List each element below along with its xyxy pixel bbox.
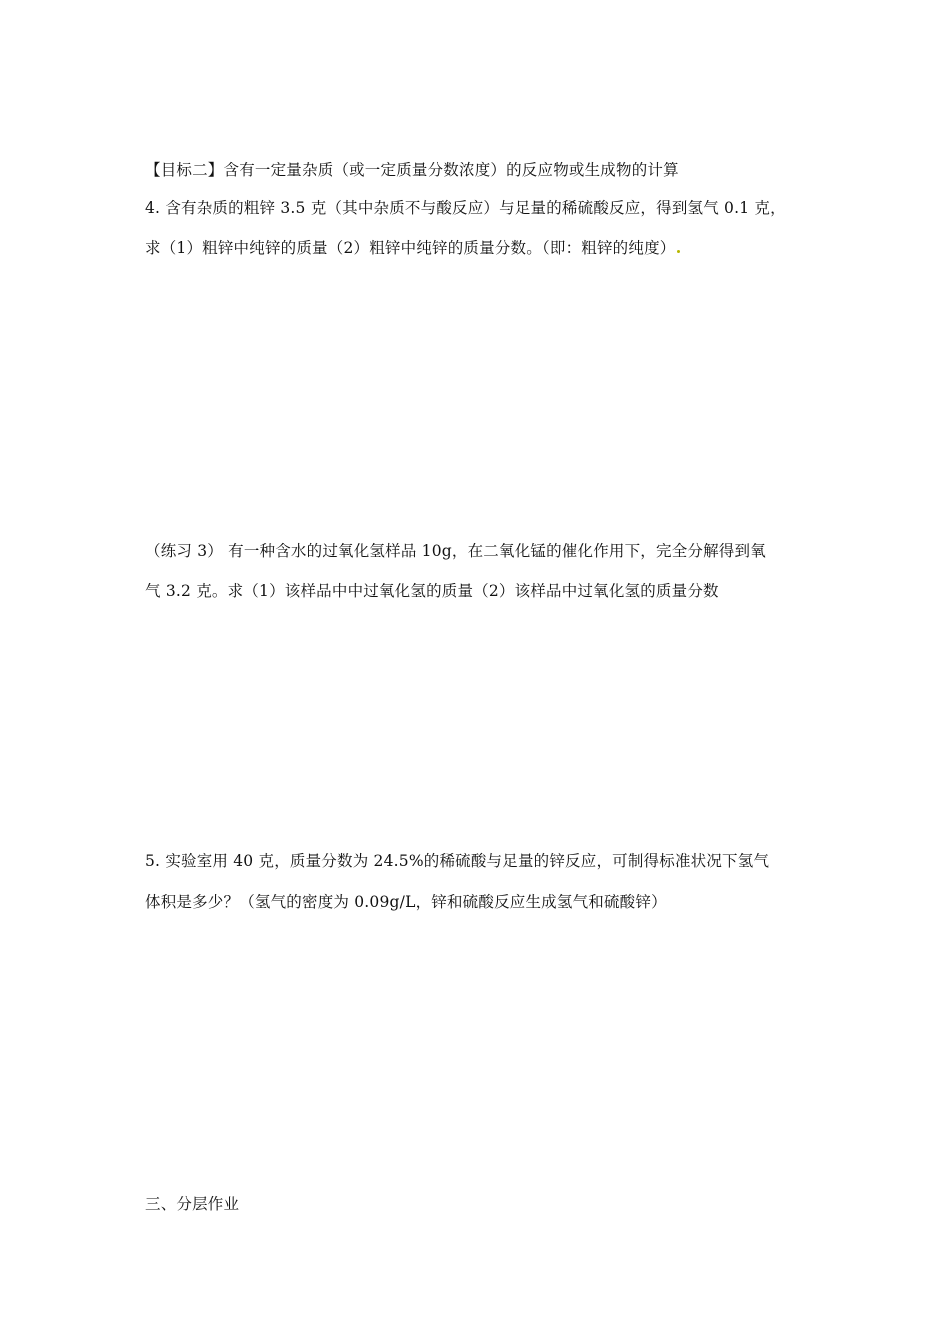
practice3-line2: 气 3.2 克。求（1）该样品中中过氧化氢的质量（2）该样品中过氧化氢的质量分数 bbox=[145, 582, 719, 600]
section-goal2-title: 【目标二】含有一定量杂质（或一定质量分数浓度）的反应物或生成物的计算 bbox=[145, 161, 679, 179]
stray-ink-dot bbox=[677, 250, 680, 253]
question4-line1: 4. 含有杂质的粗锌 3.5 克（其中杂质不与酸反应）与足量的稀硫酸反应，得到氢气 0.1 克， bbox=[145, 199, 786, 217]
question4-line2: 求（1）粗锌中纯锌的质量（2）粗锌中纯锌的质量分数。（即：粗锌的纯度） bbox=[145, 239, 676, 257]
question5-line1: 5. 实验室用 40 克，质量分数为 24.5%的稀硫酸与足量的锌反应，可制得标准状况下氢气 bbox=[145, 852, 770, 870]
practice3-line1: （练习 3） 有一种含水的过氧化氢样品 10g，在二氧化锰的催化作用下，完全分解得到氧 bbox=[145, 542, 766, 560]
question5-line2: 体积是多少？（氢气的密度为 0.09g/L，锌和硫酸反应生成氢气和硫酸锌） bbox=[145, 893, 667, 911]
section3-title: 三、分层作业 bbox=[145, 1195, 240, 1213]
